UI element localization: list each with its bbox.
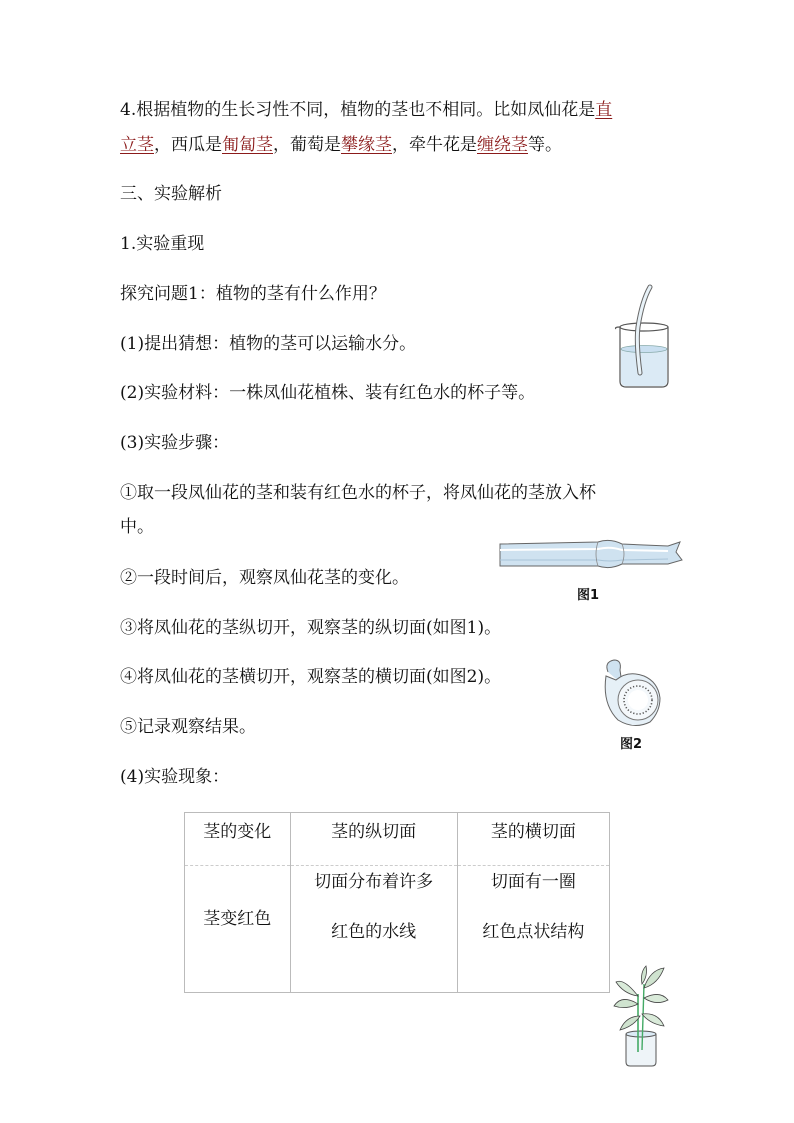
table-header-cell: 茎的横切面 bbox=[457, 813, 609, 866]
answer-zhili-part2: 立茎 bbox=[120, 135, 154, 155]
longitudinal-section-illustration bbox=[498, 534, 688, 584]
table-cell-line: 切面分布着许多 bbox=[314, 872, 434, 892]
figure-2-label: 图2 bbox=[620, 737, 643, 752]
table-cell-line: 红色点状结构 bbox=[482, 922, 585, 942]
answer-chanrao: 缠绕茎 bbox=[477, 135, 528, 155]
cross-section-illustration bbox=[598, 656, 668, 734]
para4-text: ，葡萄是 bbox=[273, 135, 341, 155]
para4-line1 bbox=[120, 98, 612, 122]
table-row bbox=[185, 866, 610, 993]
table-header-cell: 茎的纵切面 bbox=[290, 813, 457, 866]
step-hypothesis: (1)提出猜想：植物的茎可以运输水分。 bbox=[120, 334, 417, 354]
table-cell-line: 红色的水线 bbox=[331, 922, 417, 942]
beaker-stem-illustration bbox=[612, 283, 672, 393]
step-materials: (2)实验材料：一株凤仙花植株、装有红色水的杯子等。 bbox=[120, 383, 536, 403]
procedure-1a: ①取一段凤仙花的茎和装有红色水的杯子，将凤仙花的茎放入杯 bbox=[120, 483, 596, 503]
question-text: 探究问题1：植物的茎有什么作用？ bbox=[120, 284, 386, 304]
table-header-cell: 茎的变化 bbox=[185, 813, 291, 866]
step-phenomenon-heading: (4)实验现象： bbox=[120, 767, 230, 787]
procedure-4: ④将凤仙花的茎横切开，观察茎的横切面(如图2)。 bbox=[120, 667, 502, 687]
step-procedure-heading: (3)实验步骤： bbox=[120, 433, 230, 453]
para4-text: 4.根据植物的生长习性不同，植物的茎也不相同。比如凤仙花是 bbox=[120, 100, 596, 120]
table-cell bbox=[290, 866, 457, 993]
table-cell bbox=[457, 866, 609, 993]
para4-text: 等。 bbox=[528, 135, 562, 155]
answer-zhili-part1: 直 bbox=[595, 100, 613, 120]
procedure-3: ③将凤仙花的茎纵切开，观察茎的纵切面(如图1)。 bbox=[120, 618, 502, 638]
answer-panyuan: 攀缘茎 bbox=[341, 135, 392, 155]
subsection-heading: 1.实验重现 bbox=[120, 234, 205, 254]
table-cell-line: 切面有一圈 bbox=[490, 872, 576, 892]
para4-text: ，西瓜是 bbox=[154, 135, 222, 155]
para4-line2 bbox=[120, 133, 562, 157]
para4-text: ，牵牛花是 bbox=[392, 135, 477, 155]
procedure-5: ⑤记录观察结果。 bbox=[120, 717, 256, 737]
answer-pufu: 匍匐茎 bbox=[222, 135, 273, 155]
section-heading: 三、实验解析 bbox=[120, 184, 222, 204]
observation-table bbox=[184, 812, 610, 993]
table-header-row bbox=[185, 813, 610, 866]
procedure-1b: 中。 bbox=[120, 517, 154, 537]
figure-1-label: 图1 bbox=[577, 588, 600, 603]
potted-plant-illustration bbox=[604, 964, 674, 1074]
procedure-2: ②一段时间后，观察凤仙花茎的变化。 bbox=[120, 568, 409, 588]
table-cell: 茎变红色 bbox=[185, 866, 291, 993]
